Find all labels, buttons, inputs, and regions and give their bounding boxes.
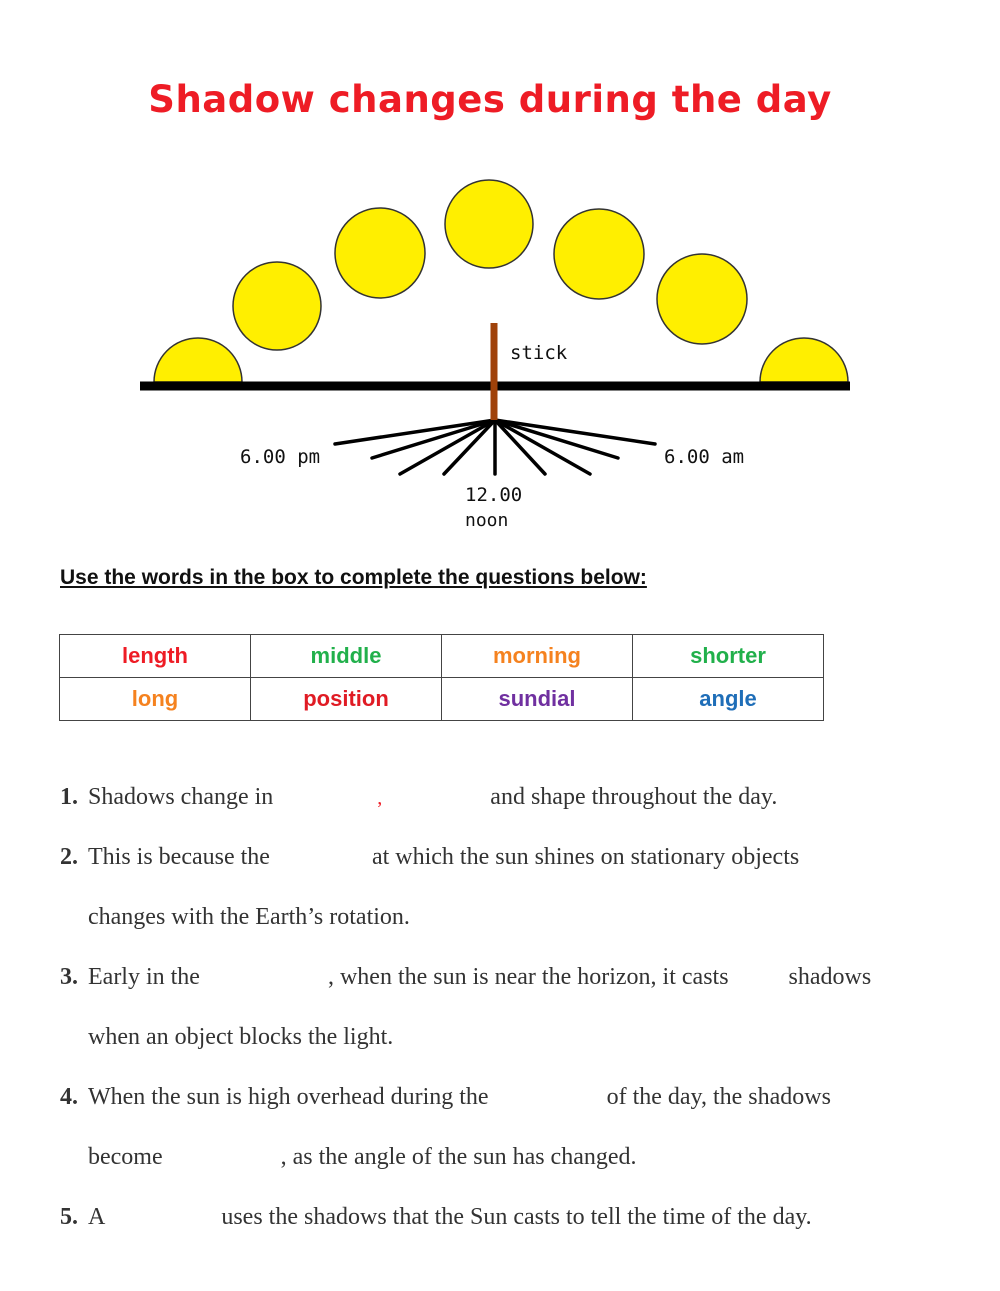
word-cell bbox=[633, 635, 824, 678]
question-text: Early in the bbox=[88, 964, 200, 990]
question-text: A bbox=[88, 1204, 106, 1230]
question-5 bbox=[60, 1204, 812, 1231]
question-1 bbox=[60, 784, 777, 811]
shadow-lines bbox=[335, 420, 655, 474]
label-6pm: 6.00 pm bbox=[240, 446, 321, 468]
question-2 bbox=[60, 844, 799, 871]
label-noon-time: 12.00 bbox=[465, 484, 523, 506]
question-3-continued: when an object blocks the light. bbox=[88, 1024, 394, 1050]
word-cell bbox=[442, 635, 633, 678]
question-text: This is because the bbox=[88, 844, 270, 870]
sun-icon bbox=[445, 180, 533, 268]
question-text: and shape throughout the day. bbox=[490, 784, 778, 810]
sun-icon bbox=[335, 208, 425, 298]
word-box bbox=[59, 634, 824, 721]
question-text: uses the shadows that the Sun casts to tell the time of the day. bbox=[221, 1204, 812, 1230]
question-comma: , bbox=[377, 787, 383, 809]
question-text: shadows bbox=[788, 964, 872, 990]
question-4 bbox=[60, 1084, 831, 1111]
word[interactable]: morning bbox=[493, 643, 581, 668]
label-6am: 6.00 am bbox=[664, 446, 745, 468]
word[interactable]: length bbox=[122, 643, 188, 668]
sun-icon bbox=[554, 209, 644, 299]
question-number: 2. bbox=[60, 844, 78, 870]
word-cell bbox=[442, 678, 633, 721]
question-number: 4. bbox=[60, 1084, 78, 1110]
question-text: become bbox=[88, 1144, 163, 1170]
page-title: Shadow changes during the day bbox=[148, 78, 832, 121]
question-text: When the sun is high overhead during the bbox=[88, 1084, 489, 1110]
word-cell bbox=[633, 678, 824, 721]
shadow-diagram bbox=[0, 160, 1000, 540]
question-4-continued bbox=[88, 1144, 637, 1171]
word-cell bbox=[60, 635, 251, 678]
word[interactable]: angle bbox=[699, 686, 757, 711]
word-cell bbox=[251, 678, 442, 721]
sun-group bbox=[154, 180, 848, 382]
sun-icon bbox=[657, 254, 747, 344]
question-number: 5. bbox=[60, 1204, 78, 1230]
question-text: at which the sun shines on stationary objects bbox=[371, 844, 800, 870]
word-cell bbox=[60, 678, 251, 721]
word-row bbox=[60, 678, 824, 721]
label-noon: noon bbox=[465, 510, 509, 531]
stick-label: stick bbox=[510, 342, 568, 364]
word[interactable]: middle bbox=[310, 643, 382, 668]
question-text: , when the sun is near the horizon, it casts bbox=[327, 964, 729, 990]
word[interactable]: position bbox=[303, 686, 389, 711]
instructions: Use the words in the box to complete the questions below: bbox=[60, 566, 647, 589]
word[interactable]: long bbox=[131, 686, 179, 711]
sun-icon bbox=[233, 262, 321, 350]
word[interactable]: shorter bbox=[690, 643, 766, 668]
sun-rising-right-icon bbox=[760, 338, 848, 382]
question-text: of the day, the shadows bbox=[606, 1084, 831, 1110]
question-2-continued: changes with the Earth’s rotation. bbox=[88, 904, 410, 930]
word-cell bbox=[251, 635, 442, 678]
question-number: 1. bbox=[60, 784, 78, 810]
word-row bbox=[60, 635, 824, 678]
question-text: Shadows change in bbox=[88, 784, 274, 810]
question-text: , as the angle of the sun has changed. bbox=[280, 1144, 637, 1170]
sun-setting-left-icon bbox=[154, 338, 242, 382]
question-number: 3. bbox=[60, 964, 78, 990]
question-3 bbox=[60, 964, 871, 991]
word[interactable]: sundial bbox=[498, 686, 576, 711]
